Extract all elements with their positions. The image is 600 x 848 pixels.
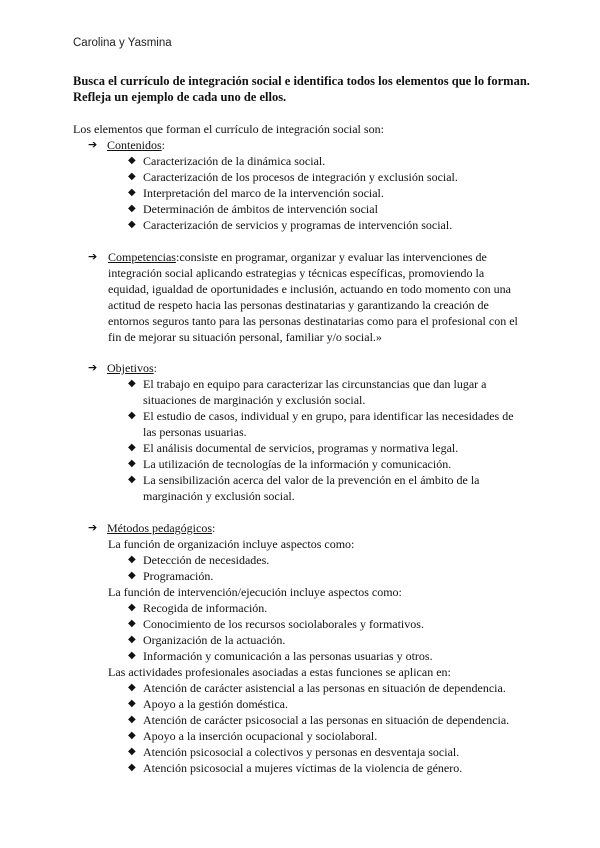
competencias-text: :consiste en programar, organizar y evaluar las intervenciones de integración social aplicando estrategias y técnicas específicas, promoviendo la equidad, igualdad de oportunidades e inclusión, actuando en todo momento con una actitud de respeto hacia las personas destinatarias y garantizando la creación de entornos seguros tanto para las personas destinatarias como para el profesional con el fin de mejorar su situación personal, familiar y/o social.» xyxy=(108,250,518,344)
section-label: Contenidos xyxy=(107,138,162,152)
diamond-icon: ◆ xyxy=(128,171,136,182)
arrow-icon: ➔ xyxy=(88,250,98,263)
diamond-icon: ◆ xyxy=(128,187,136,198)
list-item: ◆ El trabajo en equipo para caracterizar las circunstancias que dan lugar a situaciones de marginación y exclusión social. xyxy=(128,377,487,407)
diamond-icon: ◆ xyxy=(128,746,136,757)
arrow-icon: ➔ xyxy=(88,521,98,534)
section-contenidos xyxy=(88,137,528,233)
diamond-icon: ◆ xyxy=(128,602,136,613)
list-item: ◆ Caracterización de servicios y programas de intervención social. xyxy=(128,218,453,232)
diamond-icon: ◆ xyxy=(128,378,136,389)
contenidos-list xyxy=(88,153,528,233)
list-item: ◆ Atención de carácter asistencial a las personas en situación de dependencia. xyxy=(128,681,506,695)
diamond-icon: ◆ xyxy=(128,634,136,645)
list-item: ◆ Información y comunicación a las personas usuarias y otros. xyxy=(128,649,433,663)
diamond-icon: ◆ xyxy=(128,650,136,661)
list-item: ◆ Atención de carácter psicosocial a las personas en situación de dependencia. xyxy=(128,713,510,727)
diamond-icon: ◆ xyxy=(128,698,136,709)
diamond-icon: ◆ xyxy=(128,682,136,693)
diamond-icon: ◆ xyxy=(128,410,136,421)
list-item: ◆ Apoyo a la gestión doméstica. xyxy=(128,697,288,711)
list-item: ◆ La utilización de tecnologías de la información y comunicación. xyxy=(128,457,452,471)
list-item: ◆ Conocimiento de los recursos sociolaborales y formativos. xyxy=(128,617,424,631)
intervencion-list xyxy=(88,600,528,664)
page-title: Busca el currículo de integración social e identifica todos los elementos que lo forman. Refleja un ejemplo de cada uno de ellos. xyxy=(73,74,530,104)
diamond-icon: ◆ xyxy=(128,554,136,565)
diamond-icon: ◆ xyxy=(128,458,136,469)
section-label: Métodos pedagógicos xyxy=(107,521,212,535)
section-suffix: : xyxy=(211,521,216,535)
objetivos-list xyxy=(88,376,528,504)
diamond-icon: ◆ xyxy=(128,442,136,453)
intervencion-intro: La función de intervención/ejecución incluye aspectos como: xyxy=(108,585,402,599)
diamond-icon: ◆ xyxy=(128,762,136,773)
diamond-icon: ◆ xyxy=(128,714,136,725)
list-item: ◆ Atención psicosocial a colectivos y personas en desventaja social. xyxy=(128,745,460,759)
diamond-icon: ◆ xyxy=(128,570,136,581)
competencias-paragraph xyxy=(108,249,528,345)
list-item: ◆ Caracterización de la dinámica social. xyxy=(128,154,326,168)
actividades-list xyxy=(88,680,528,776)
section-label: Objetivos xyxy=(107,361,154,375)
list-item: ◆ El análisis documental de servicios, programas y normativa legal. xyxy=(128,441,459,455)
intro-text: Los elementos que forman el currículo de integración social son: xyxy=(73,122,384,136)
list-item: ◆ Apoyo a la inserción ocupacional y sociolaboral. xyxy=(128,729,378,743)
list-item: ◆ Programación. xyxy=(128,569,214,583)
list-item: ◆ Atención psicosocial a mujeres víctimas de la violencia de género. xyxy=(128,761,463,775)
list-item: ◆ Detección de necesidades. xyxy=(128,553,270,567)
diamond-icon: ◆ xyxy=(128,474,136,485)
section-competencias xyxy=(88,249,528,345)
section-suffix: : xyxy=(161,138,166,152)
page-header-author: Carolina y Yasmina xyxy=(73,37,172,49)
section-suffix: : xyxy=(153,361,158,375)
list-item: ◆ Interpretación del marco de la intervención social. xyxy=(128,186,384,200)
diamond-icon: ◆ xyxy=(128,219,136,230)
section-metodos xyxy=(88,520,528,776)
actividades-intro: Las actividades profesionales asociadas a estas funciones se aplican en: xyxy=(108,665,451,679)
arrow-icon: ➔ xyxy=(88,138,98,151)
arrow-icon: ➔ xyxy=(88,361,98,374)
list-item: ◆ Determinación de ámbitos de intervención social xyxy=(128,202,378,216)
list-item: ◆ Organización de la actuación. xyxy=(128,633,286,647)
diamond-icon: ◆ xyxy=(128,730,136,741)
diamond-icon: ◆ xyxy=(128,203,136,214)
organizacion-list xyxy=(88,552,528,584)
section-objetivos xyxy=(88,360,528,504)
list-item: ◆ Caracterización de los procesos de integración y exclusión social. xyxy=(128,170,458,184)
list-item: ◆ La sensibilización acerca del valor de la prevención en el ámbito de la marginación y exclusión social. xyxy=(128,473,480,503)
organizacion-intro: La función de organización incluye aspectos como: xyxy=(108,537,355,551)
list-item: ◆ El estudio de casos, individual y en grupo, para identificar las necesidades de las personas usuarias. xyxy=(128,409,514,439)
section-label: Competencias xyxy=(108,250,176,264)
diamond-icon: ◆ xyxy=(128,155,136,166)
list-item: ◆ Recogida de información. xyxy=(128,601,268,615)
diamond-icon: ◆ xyxy=(128,618,136,629)
